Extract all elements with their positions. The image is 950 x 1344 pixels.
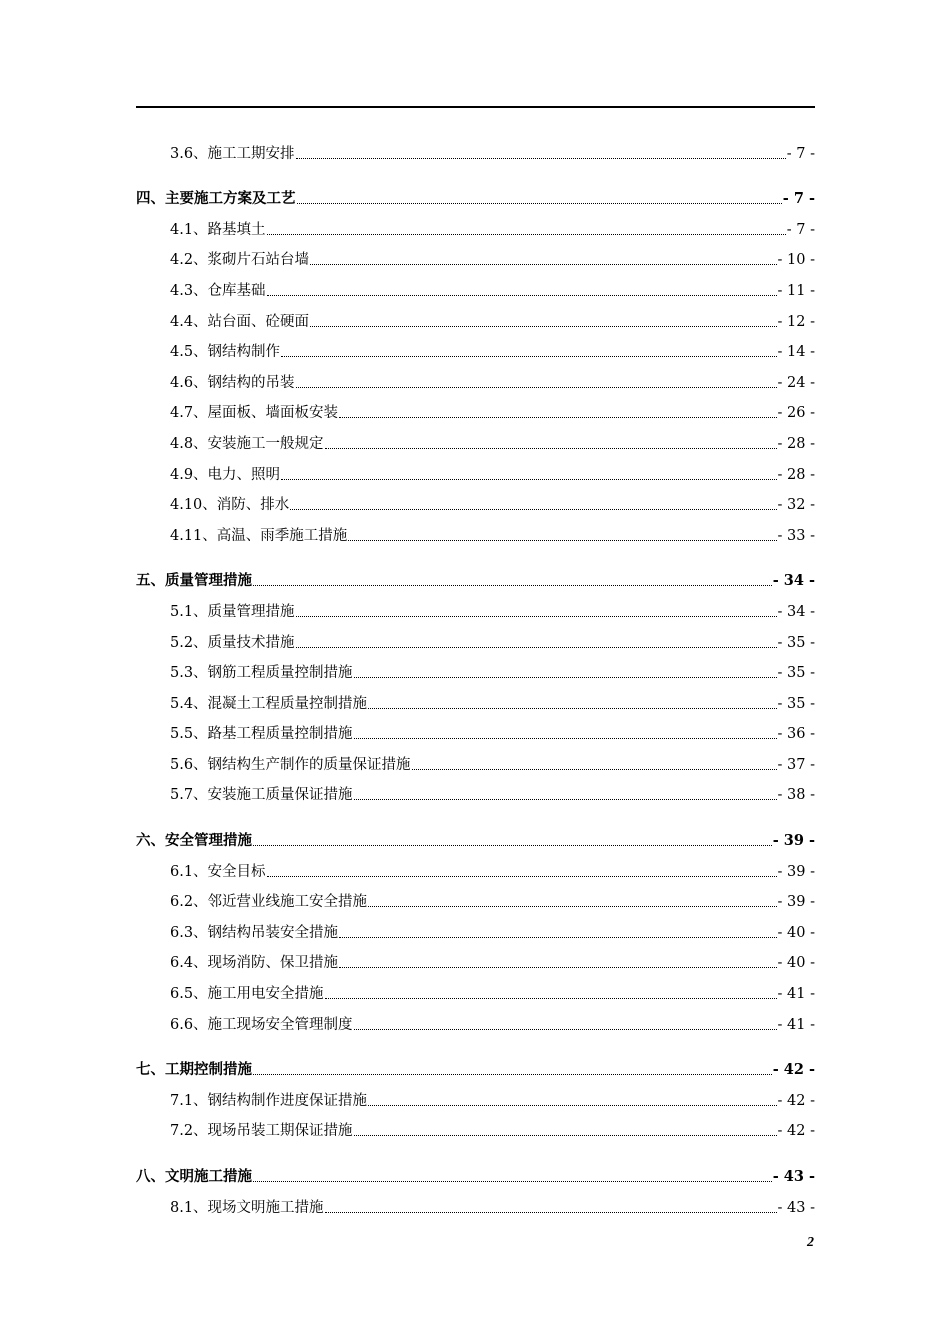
toc-entry-page: - 7 - xyxy=(786,221,815,238)
toc-entry-page: - 28 - xyxy=(777,435,815,452)
toc-entry-page: - 34 - xyxy=(772,572,815,590)
toc-dot-leader xyxy=(348,540,776,541)
toc-dot-leader xyxy=(325,448,777,449)
toc-entry-title: 七、工期控制措施 xyxy=(136,1061,252,1079)
header-rule xyxy=(136,106,815,108)
toc-entry-page: - 28 - xyxy=(777,466,815,483)
toc-dot-leader xyxy=(354,799,777,800)
toc-chapter-entry[interactable] xyxy=(136,1156,815,1187)
toc-dot-leader xyxy=(368,708,776,709)
toc-entry-title: 4.9、电力、照明 xyxy=(170,466,281,483)
toc-section-entry[interactable] xyxy=(136,775,815,806)
toc-dot-leader xyxy=(267,876,777,877)
toc-dot-leader xyxy=(412,769,777,770)
toc-entry-page: - 33 - xyxy=(777,527,815,544)
toc-section-entry[interactable] xyxy=(136,332,815,363)
toc-dot-leader xyxy=(339,967,776,968)
toc-entry-page: - 10 - xyxy=(777,252,815,269)
toc-dot-leader xyxy=(267,295,777,296)
toc-dot-leader xyxy=(296,387,777,388)
toc-entry-title: 6.2、邻近营业线施工安全措施 xyxy=(170,894,368,911)
toc-section-entry[interactable] xyxy=(136,714,815,745)
toc-entry-page: - 43 - xyxy=(777,1199,815,1216)
toc-entry-page: - 12 - xyxy=(777,313,815,330)
toc-entry-title: 六、安全管理措施 xyxy=(136,832,252,850)
toc-entry-page: - 42 - xyxy=(772,1061,815,1079)
toc-dot-leader xyxy=(354,677,777,678)
toc-section-entry[interactable] xyxy=(136,622,815,653)
toc-dot-leader xyxy=(325,1212,777,1213)
toc-entry-page: - 35 - xyxy=(777,695,815,712)
toc-entry-page: - 42 - xyxy=(777,1123,815,1140)
toc-chapter-entry[interactable] xyxy=(136,179,815,210)
toc-entry-title: 5.3、钢筋工程质量控制措施 xyxy=(170,665,353,682)
toc-entry-page: - 40 - xyxy=(777,924,815,941)
toc-entry-title: 5.4、混凝土工程质量控制措施 xyxy=(170,695,368,712)
toc-entry-title: 4.11、高温、雨季施工措施 xyxy=(170,527,348,544)
toc-entry-title: 5.2、质量技术措施 xyxy=(170,634,295,651)
toc-dot-leader xyxy=(290,509,776,510)
toc-chapter-entry[interactable] xyxy=(136,1050,815,1081)
toc-section-entry[interactable] xyxy=(136,744,815,775)
toc-section-entry[interactable] xyxy=(136,882,815,913)
toc-entry-page: - 11 - xyxy=(777,282,815,299)
toc-dot-leader xyxy=(253,585,772,586)
toc-entry-page: - 39 - xyxy=(772,832,815,850)
toc-dot-leader xyxy=(253,845,772,846)
toc-dot-leader xyxy=(368,906,776,907)
toc-section-entry[interactable] xyxy=(136,943,815,974)
toc-dot-leader xyxy=(354,1135,777,1136)
toc-dot-leader xyxy=(253,1074,772,1075)
toc-entry-page: - 24 - xyxy=(777,374,815,391)
toc-entry-title: 4.7、屋面板、墙面板安装 xyxy=(170,405,339,422)
toc-dot-leader xyxy=(297,203,782,204)
toc-dot-leader xyxy=(368,1105,776,1106)
toc-entry-page: - 37 - xyxy=(777,756,815,773)
toc-entry-title: 4.3、仓库基础 xyxy=(170,282,266,299)
toc-entry-page: - 43 - xyxy=(772,1168,815,1185)
toc-entry-page: - 41 - xyxy=(777,1016,815,1033)
toc-entry-page: - 40 - xyxy=(777,955,815,972)
toc-entry-page: - 7 - xyxy=(786,145,815,162)
toc-dot-leader xyxy=(310,326,776,327)
toc-entry-title: 6.4、现场消防、保卫措施 xyxy=(170,955,339,972)
toc-section-entry[interactable] xyxy=(136,454,815,485)
toc-dot-leader xyxy=(296,158,786,159)
toc-section-entry[interactable] xyxy=(136,851,815,882)
toc-entry-title: 8.1、现场文明施工措施 xyxy=(170,1199,324,1216)
toc-entry-page: - 14 - xyxy=(777,344,815,361)
toc-section-entry[interactable] xyxy=(136,209,815,240)
toc-entry-title: 4.6、钢结构的吊装 xyxy=(170,374,295,391)
toc-section-entry[interactable] xyxy=(136,653,815,684)
toc-entry-title: 5.7、安装施工质量保证措施 xyxy=(170,787,353,804)
toc-entry-title: 五、质量管理措施 xyxy=(136,572,252,590)
toc-section-entry[interactable] xyxy=(136,485,815,516)
toc-section-entry[interactable] xyxy=(136,591,815,622)
toc-entry-title: 6.5、施工用电安全措施 xyxy=(170,986,324,1003)
toc-dot-leader xyxy=(296,616,777,617)
toc-section-entry[interactable] xyxy=(136,1004,815,1035)
toc-entry-title: 4.5、钢结构制作 xyxy=(170,344,281,361)
toc-entry-page: - 26 - xyxy=(777,405,815,422)
toc-dot-leader xyxy=(325,998,777,999)
toc-dot-leader xyxy=(354,1029,777,1030)
toc-section-entry[interactable] xyxy=(136,393,815,424)
toc-section-entry[interactable] xyxy=(136,912,815,943)
toc-dot-leader xyxy=(296,647,777,648)
toc-dot-leader xyxy=(267,234,786,235)
toc-section-entry[interactable] xyxy=(136,1111,815,1142)
toc-entry-page: - 34 - xyxy=(777,603,815,620)
toc-dot-leader xyxy=(281,356,776,357)
toc-entry-title: 7.2、现场吊装工期保证措施 xyxy=(170,1123,353,1140)
toc-entry-title: 7.1、钢结构制作进度保证措施 xyxy=(170,1092,368,1109)
toc-entry-title: 5.1、质量管理措施 xyxy=(170,603,295,620)
toc-section-entry[interactable] xyxy=(136,1080,815,1111)
toc-entry-page: - 32 - xyxy=(777,497,815,514)
toc-section-entry[interactable] xyxy=(136,1187,815,1218)
toc-section-entry[interactable] xyxy=(136,240,815,271)
toc-entry-title: 3.6、施工工期安排 xyxy=(170,145,295,162)
toc-entry-title: 四、主要施工方案及工艺 xyxy=(136,190,296,208)
table-of-contents xyxy=(136,133,815,1218)
toc-dot-leader xyxy=(310,264,776,265)
toc-entry-title: 5.5、路基工程质量控制措施 xyxy=(170,726,353,743)
toc-dot-leader xyxy=(339,417,776,418)
toc-entry-page: - 35 - xyxy=(777,665,815,682)
toc-section-entry[interactable] xyxy=(136,270,815,301)
toc-dot-leader xyxy=(354,738,777,739)
toc-entry-title: 4.10、消防、排水 xyxy=(170,497,290,514)
toc-chapter-entry[interactable] xyxy=(136,561,815,592)
toc-entry-title: 4.4、站台面、砼硬面 xyxy=(170,313,310,330)
toc-entry-page: - 36 - xyxy=(777,726,815,743)
toc-dot-leader xyxy=(339,937,776,938)
page-number: 2 xyxy=(807,1235,814,1250)
toc-section-entry[interactable] xyxy=(136,362,815,393)
toc-entry-page: - 42 - xyxy=(777,1092,815,1109)
toc-chapter-entry[interactable] xyxy=(136,820,815,851)
toc-section-entry[interactable] xyxy=(136,423,815,454)
toc-section-entry[interactable] xyxy=(136,973,815,1004)
toc-section-entry[interactable] xyxy=(136,133,815,164)
toc-dot-leader xyxy=(281,479,776,480)
toc-entry-page: - 38 - xyxy=(777,787,815,804)
toc-entry-title: 4.1、路基填土 xyxy=(170,221,266,238)
toc-entry-page: - 39 - xyxy=(777,894,815,911)
toc-section-entry[interactable] xyxy=(136,683,815,714)
toc-section-entry[interactable] xyxy=(136,301,815,332)
toc-entry-title: 5.6、钢结构生产制作的质量保证措施 xyxy=(170,756,411,773)
toc-section-entry[interactable] xyxy=(136,515,815,546)
toc-entry-title: 4.2、浆砌片石站台墙 xyxy=(170,252,310,269)
toc-entry-page: - 41 - xyxy=(777,986,815,1003)
toc-entry-title: 6.6、施工现场安全管理制度 xyxy=(170,1016,353,1033)
toc-entry-title: 6.1、安全目标 xyxy=(170,863,266,880)
toc-entry-title: 6.3、钢结构吊装安全措施 xyxy=(170,924,339,941)
toc-entry-page: - 39 - xyxy=(777,863,815,880)
toc-entry-page: - 35 - xyxy=(777,634,815,651)
toc-entry-title: 4.8、安装施工一般规定 xyxy=(170,435,324,452)
toc-entry-page: - 7 - xyxy=(782,190,815,208)
toc-entry-title: 八、文明施工措施 xyxy=(136,1168,252,1185)
toc-dot-leader xyxy=(253,1181,772,1182)
